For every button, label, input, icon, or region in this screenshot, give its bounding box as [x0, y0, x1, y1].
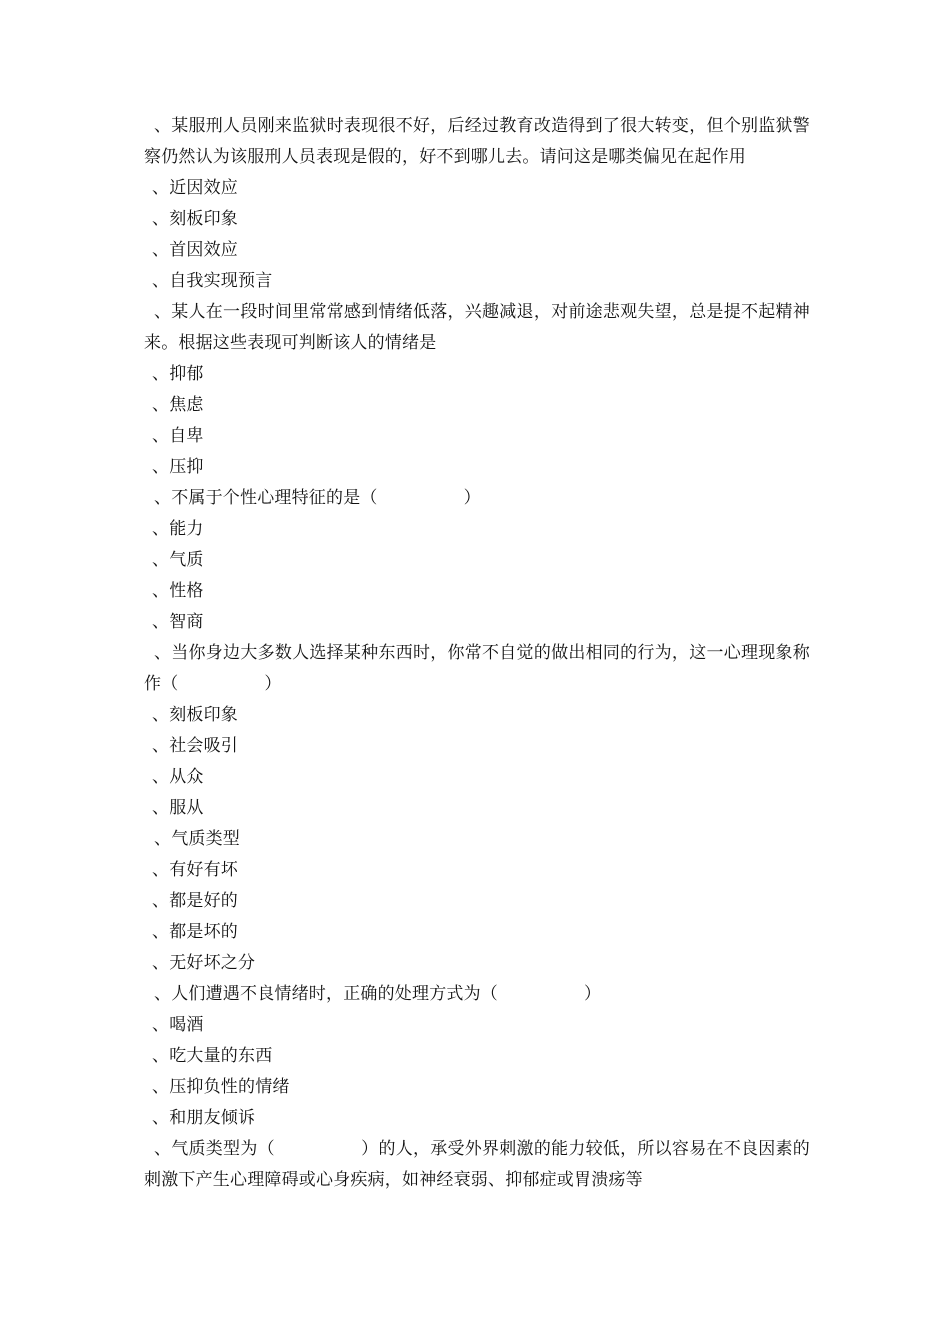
answer-option: 、智商 — [152, 612, 204, 632]
answer-option: 、吃大量的东西 — [152, 1046, 273, 1066]
answer-option: 、焦虑 — [152, 395, 204, 415]
question-text: 、某人在一段时间里常常感到情绪低落，兴趣减退，对前途悲观失望，总是提不起精神来。根据这些表现可判断该人的情绪是 — [144, 302, 810, 353]
answer-option: 、近因效应 — [152, 178, 238, 198]
question-text: 、气质类型 — [154, 829, 240, 849]
answer-option: 、刻板印象 — [152, 209, 238, 229]
answer-option: 、从众 — [152, 767, 204, 787]
question-text: 、当你身边大多数人选择某种东西时，你常不自觉的做出相同的行为，这一心理现象称作（ ） — [144, 643, 810, 694]
question-text: 、不属于个性心理特征的是（ ） — [154, 488, 481, 508]
answer-option: 、社会吸引 — [152, 736, 238, 756]
answer-option: 、能力 — [152, 519, 204, 539]
answer-option: 、都是好的 — [152, 891, 238, 911]
answer-option: 、抑郁 — [152, 364, 204, 384]
question-text: 、人们遭遇不良情绪时，正确的处理方式为（ ） — [154, 984, 602, 1004]
answer-option: 、刻板印象 — [152, 705, 238, 725]
question-text: 、气质类型为（ ）的人，承受外界刺激的能力较低，所以容易在不良因素的刺激下产生心理障碍或心身疾病，如神经衰弱、抑郁症或胃溃疡等 — [144, 1139, 810, 1190]
answer-option: 、都是坏的 — [152, 922, 238, 942]
answer-option: 、自卑 — [152, 426, 204, 446]
answer-option: 、压抑负性的情绪 — [152, 1077, 290, 1097]
answer-option: 、服从 — [152, 798, 204, 818]
answer-option: 、首因效应 — [152, 240, 238, 260]
answer-option: 、有好有坏 — [152, 860, 238, 880]
answer-option: 、自我实现预言 — [152, 271, 273, 291]
question-text: 、某服刑人员刚来监狱时表现很不好，后经过教育改造得到了很大转变，但个别监狱警察仍然认为该服刑人员表现是假的，好不到哪儿去。请问这是哪类偏见在起作用 — [144, 116, 810, 167]
answer-option: 、无好坏之分 — [152, 953, 256, 973]
answer-option: 、和朋友倾诉 — [152, 1108, 256, 1128]
answer-option: 、压抑 — [152, 457, 204, 477]
answer-option: 、性格 — [152, 581, 204, 601]
answer-option: 、气质 — [152, 550, 204, 570]
answer-option: 、喝酒 — [152, 1015, 204, 1035]
question-list — [144, 111, 810, 1196]
